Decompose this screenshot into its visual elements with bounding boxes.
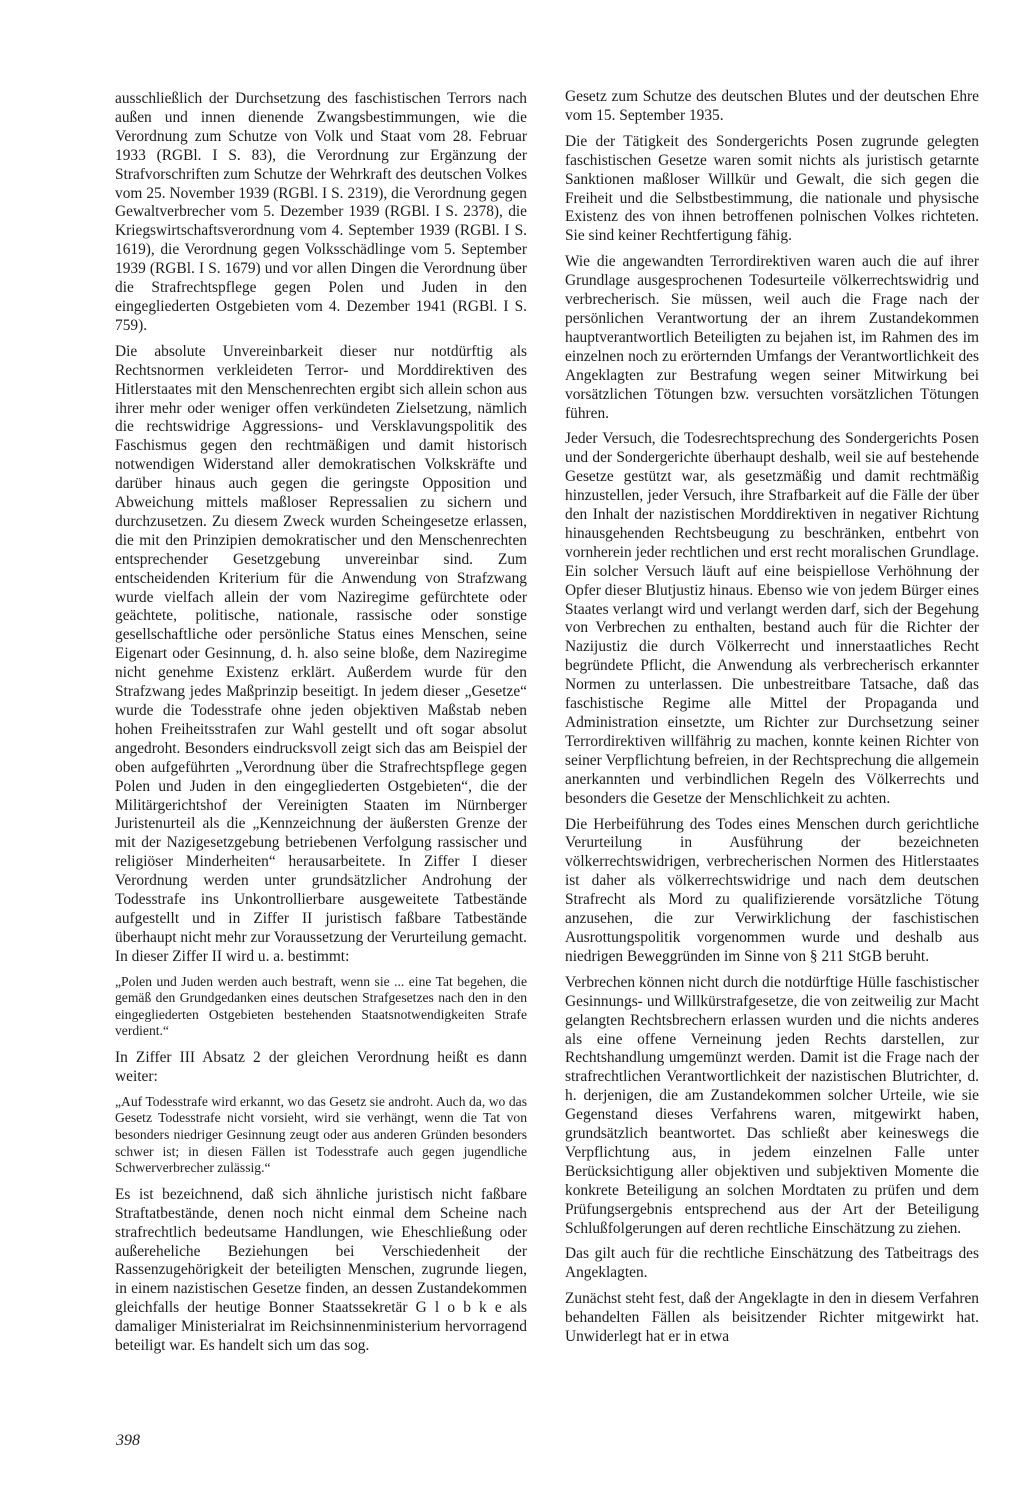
- right-column: [565, 88, 979, 1354]
- paragraph-blood-law: Gesetz zum Schutze des deutschen Blutes und der deutschen Ehre vom 15. September 1935.: [565, 88, 979, 124]
- paragraph-killing: Die Herbeiführung des Todes eines Menschen durch gerichtliche Verurteilung in Ausführung der bezeichneten völkerrechtswidrigen, verbrecherischen Normen des Hitlerstaates ist daher als völkerrechtswidrige und nach dem deutschen Strafrecht als Mord zu qualifizierende vorsätzliche Tötung anzusehen, die zur Verwirklichung der faschistischen Ausrottungspolitik vorgenommen wurde und deshalb aus niedrigen Beweggründen im Sinne von § 211 StGB beruht.: [565, 815, 979, 965]
- paragraph-globke: Es ist bezeichnend, daß sich ähnliche juristisch nicht faßbare Straftatbestände, denen noch nicht einmal dem Scheine nach strafrechtlich bedeutsame Handlungen, wie Eheschließung oder außereheliche Beziehungen bei Verschiedenheit der Rassenzugehörigkeit der beteiligten Menschen, zugrunde liegen, in einem nazistischen Gesetze finden, an dessen Zustandekommen gleichfalls der heutige Bonner Staatssekretär G l o b k e als damaliger Ministerialrat im Reichsinnenministerium hervorragend beteiligt war. Es handelt sich um das sog.: [115, 1185, 527, 1355]
- paragraph-incompatibility: Die absolute Unvereinbarkeit dieser nur notdürftig als Rechtsnormen verkleideten Terror- und Morddirektiven des Hitlerstaates mit den Menschenrechten ergibt sich allein schon aus ihrer mehr oder weniger offen verkündeten Zielsetzung, nämlich die rechtswidrige Aggressions- und Versklavungspolitik des Faschismus gegen den rechtmäßigen und damit historisch notwendigen Widerstand aller demokratischen Volkskräfte und darüber hinaus auch gegen die geringste Opposition und Abweichung mittels maßloser Repressalien zu sichern und durchzusetzen. Zu diesem Zweck wurden Scheingesetze erlassen, die mit den Prinzipien demokratischer und den Menschenrechten entsprechender Gesetzgebung unvereinbar sind. Zum entscheidenden Kriterium für die Anwendung von Strafzwang wurde vielfach allein der vom Naziregime gefürchtete oder geächtete, politische, nationale, rassische oder sonstige gesellschaftliche oder persönliche Status eines Menschen, seine Eigenart oder Gesinnung, d. h. also seine bloße, dem Naziregime nicht genehme Existenz erklärt. Außerdem wurde für den Strafzwang jedes Maßprinzip beseitigt. In jedem dieser „Gesetze“ wurde die Todesstrafe ohne jeden objektiven Maßstab neben hohen Freiheitsstrafen zur Wahl gestellt und oft sogar absolut angedroht. Besonders eindrucksvoll zeigt sich das am Beispiel der oben aufgeführten „Verordnung über die Strafrechtspflege gegen Polen und Juden in den eingegliederten Ostgebieten“, die der Militärgerichtshof der Vereinigten Staaten im Nürnberger Juristenurteil als die „Kennzeichnung der äußersten Grenze der mit der Nazigesetzgebung betriebenen Verfolgung rassischer und religiöser Minderheiten“ herausarbeitete. In Ziffer I dieser Verordnung werden unter grundsätzlicher Androhung der Todesstrafe ins Unkontrollierbare ausgeweitete Tatbestände aufgestellt und in Ziffer II juristisch faßbare Tatbestände überhaupt nicht mehr zur Voraussetzung der Verurteilung gemacht. In dieser Ziffer II wird u. a. bestimmt:: [115, 342, 528, 965]
- quote-ziffer-iii: „Auf Todesstrafe wird erkannt, wo das Gesetz sie androht. Auch da, wo das Gesetz Todesstrafe nicht vorsieht, wird sie verhängt, wenn die Tat von besonders niedriger Gesinnung zeugt oder aus anderen Gründen besonders schwer ist; in diesen Fällen ist Todesstrafe auch gegen jugendliche Schwerverbrecher zulässig.“: [115, 1093, 527, 1176]
- paragraph-posen-laws: Die der Tätigkeit des Sondergerichts Posen zugrunde gelegten faschistischen Gesetze waren somit nichts als juristisch getarnte Sanktionen maßloser Willkür und Gewalt, die sich gegen die Freiheit und die Selbstbestimmung, die nationale und physische Existenz des von ihnen betroffenen polnischen Volkes richteten. Sie sind keiner Rechtfertigung fähig.: [565, 132, 979, 245]
- paragraph-assessment: Das gilt auch für die rechtliche Einschätzung des Tatbeitrags des Angeklagten.: [565, 1245, 979, 1282]
- paragraph-every-attempt: Jeder Versuch, die Todesrechtsprechung des Sondergerichts Posen und der Sondergerichte überhaupt deshalb, weil sie auf bestehende Gesetze gestützt war, als gesetzmäßig und damit rechtmäßig hinzustellen, jeder Versuch, ihre Strafbarkeit auf die Fälle der über den Inhalt der nazistischen Morddirektiven in negativer Richtung hinausgehenden Rechtsbeugung zu beschränken, entbehrt von vornherein jeder rechtlichen und erst recht moralischen Grundlage. Ein solcher Versuch läuft auf eine beispiellose Verhöhnung der Opfer dieser Blutjustiz hinaus. Ebenso wie von jedem Bürger eines Staates verlangt wird und verlangt werden darf, sich der Begehung von Verbrechen zu enthalten, bestand auch für die Richter der Nazijustiz die durch Völkerrecht und innerstaatliches Recht begründete Pflicht, die Anwendung als verbrecherisch erkannter Normen zu unterlassen. Die unbestreitbare Tatsache, daß das faschistische Regime alle Mittel der Propaganda und Administration einsetzte, um Richter zur Durchsetzung seiner Terrordirektiven willfährig zu machen, konnte keinen Richter von seiner Verpflichtung befreien, in der Rechtsprechung die allgemein anerkannten und verbindlichen Regeln des Völkerrechts und besonders die Gesetze der Menschlichkeit zu achten.: [565, 430, 979, 807]
- paragraph-ziffer-iii-intro: In Ziffer III Absatz 2 der gleichen Verordnung heißt es dann weiter:: [115, 1049, 527, 1085]
- paragraph-regulations-list: ausschließlich der Durchsetzung des faschistischen Terrors nach außen und innen dienende Zwangsbestimmungen, wie die Verordnung zum Schutze von Volk und Staat vom 28. Februar 1933 (RGBl. I S. 83), die Verordnung zur Ergänzung der Strafvorschriften zum Schutze der Wehrkraft des deutschen Volkes vom 25. November 1939 (RGBl. I S. 2319), die Verordnung gegen Gewaltverbrecher vom 5. Dezember 1939 (RGBl. I S. 2378), die Kriegswirtschaftsverordnung vom 4. September 1939 (RGBl. I S. 1619), die Verordnung gegen Volksschädlinge vom 5. September 1939 (RGBl. I S. 1679) und vor allen Dingen die Verordnung über die Strafrechtspflege gegen Polen und Juden in den eingegliederten Ostgebieten vom 4. Dezember 1941 (RGBl. I S. 759).: [115, 90, 527, 334]
- paragraph-death-sentences: Wie die angewandten Terrordirektiven waren auch die auf ihrer Grundlage ausgesprochenen Todesurteile völkerrechtswidrig und verbrecherisch. Sie müssen, weil auch die Frage nach der persönlichen Verantwortung der an ihrem Zustandekommen hauptverantwortlich Beteiligten zu bejahen ist, im Rahmen des im einzelnen noch zu erörternden Umfangs der Verantwortlichkeit des Angeklagten zur Bestrafung wegen seiner Mitwirkung bei vorsätzlichen Tötungen bzw. versuchten vorsätzlichen Tötungen führen.: [565, 253, 979, 422]
- paragraph-defendant: Zunächst steht fest, daß der Angeklagte in den in diesem Verfahren behandelten Fällen als beisitzender Richter mitgewirkt hat. Unwiderlegt hat er in etwa: [565, 1290, 979, 1346]
- page-number: 398: [116, 1432, 140, 1449]
- paragraph-crimes: Verbrechen können nicht durch die notdürftige Hülle faschistischer Gesinnungs- und Willkürstrafgesetze, die von zeitweilig zur Macht gelangten Rechtsbrechern erlassen wurden und die nichts anderes als eine offene Verneinung jeden Rechts darstellen, zur Rechtshandlung umgemünzt werden. Damit ist die Frage nach der strafrechtlichen Verantwortlichkeit der nazistischen Blutrichter, d. h. derjenigen, die am Zustandekommen solcher Urteile, wie sie Gegenstand dieses Verfahrens waren, mitgewirkt haben, grundsätzlich beantwortet. Das schließt aber keineswegs die Verpflichtung aus, in jedem einzelnen Falle unter Berücksichtigung aller objektiven und subjektiven Momente die konkrete Beteiligung an solchen Mordtaten zu prüfen und dem Prüfungsergebnis entsprechend aus der Art der Beteiligung Schlußfolgerungen auf deren rechtliche Einschätzung zu ziehen.: [565, 973, 979, 1237]
- quote-ziffer-ii: „Polen und Juden werden auch bestraft, wenn sie ... eine Tat begehen, die gemäß den Grundgedanken eines deutschen Strafgesetzes nach den in den eingegliederten Ostgebieten bestehenden Staatsnotwendigkeiten Strafe verdient.“: [115, 973, 527, 1039]
- left-column: [115, 90, 527, 1363]
